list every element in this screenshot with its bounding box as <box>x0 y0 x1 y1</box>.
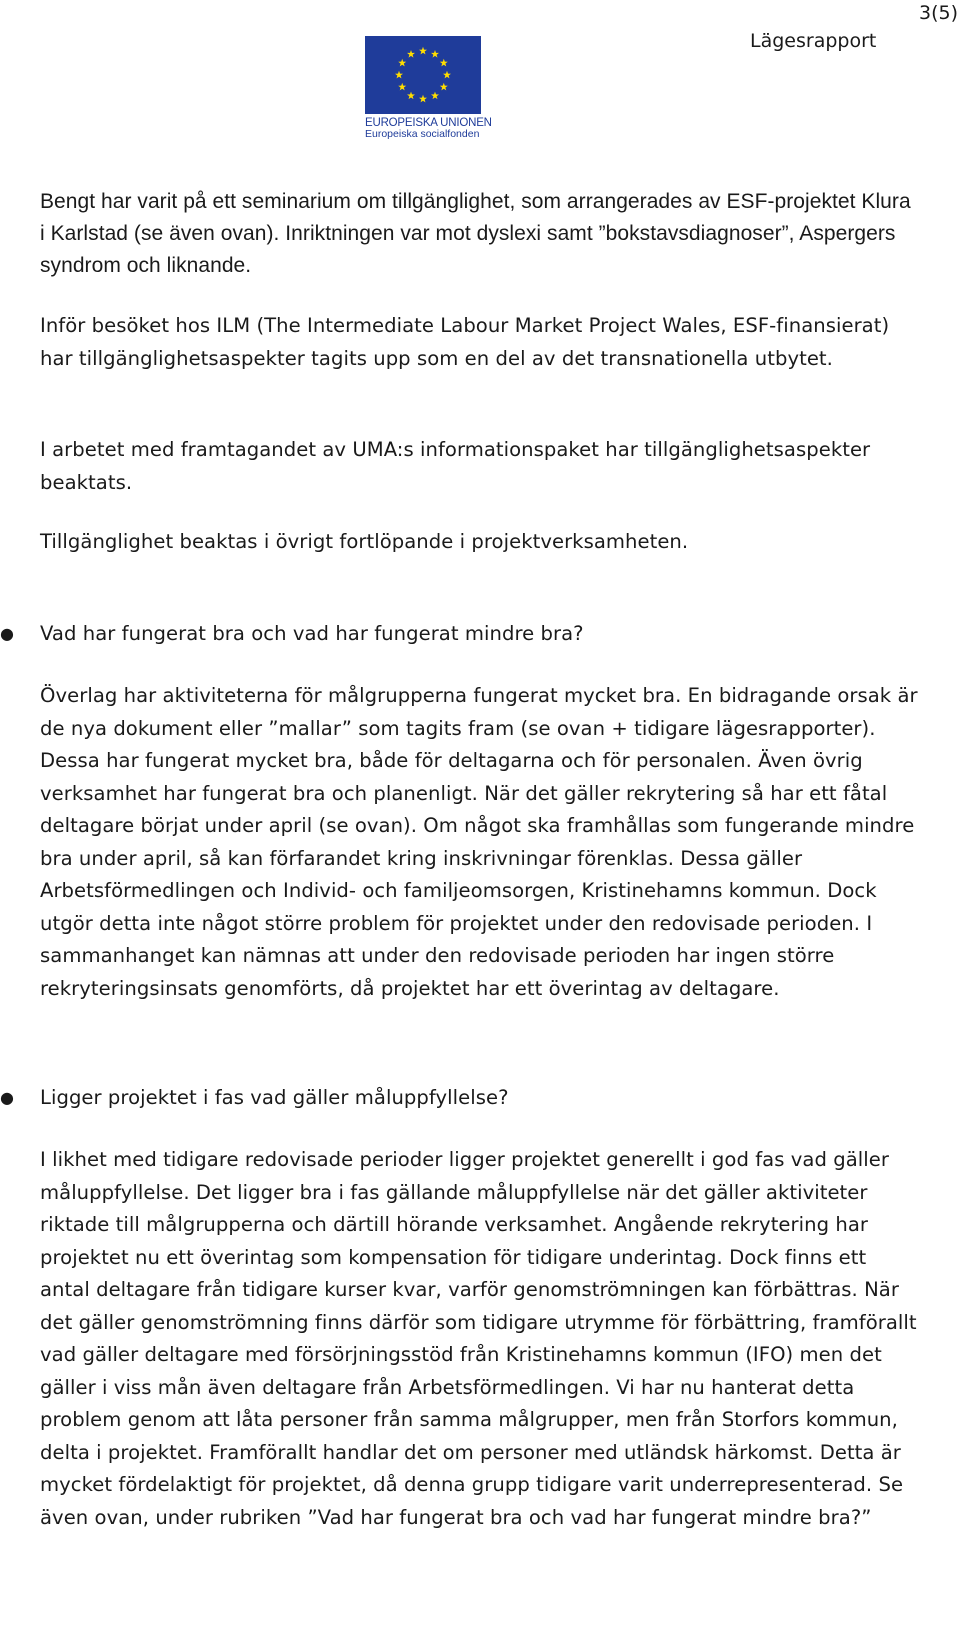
bullet-icon: ● <box>0 1088 15 1107</box>
eu-flag-icon <box>365 36 481 114</box>
logo-text-union: EUROPEISKA UNIONEN <box>365 117 492 129</box>
paragraph-goal-fulfilment: I likhet med tidigare redovisade perioder ligger projektet generellt i god fas vad gäller måluppfyllelse. Det ligger bra i fas gällande måluppfyllelse när det gäller aktiviteter riktade till målgrupperna och därtill hörande verksamhet. Angående rekrytering har projektet nu ett överintag som kompensation för tidigare underintag. Dock finns ett antal deltagare från tidigare kurser kvar, varför genomströmningen kan förbättras. När det gäller genomströmning finns därför som tidigare utrymme för förbättring, framförallt vad gäller deltagare med försörjningsstöd från Kristinehamns kommun (IFO) men det gäller i viss mån även deltagare från Arbetsförmedlingen. Vi har nu hanterat detta problem genom att låta personer från samma målgrupper, men från Storfors kommun, delta i projektet. Framförallt handlar det om personer med utländsk härkomst. Detta är mycket fördelaktigt för projektet, då denna grupp tidigare varit underrepresenterad. Se även ovan, under rubriken ”Vad har fungerat bra och vad har fungerat mindre bra?” <box>40 1148 917 1529</box>
logo-text-fund: Europeiska socialfonden <box>365 128 480 140</box>
paragraph-what-worked: Överlag har aktiviteterna för målgrupperna fungerat mycket bra. En bidragande orsak är de nya dokument eller ”mallar” som tagits fram (se ovan + tidigare lägesrapporter). Dessa har fungerat mycket bra, både för deltagarna och för personalen. Även övrig verksamhet har fungerat bra och planenligt. När det gäller rekrytering så har ett fåtal deltagare börjat under april (se ovan). Om något ska framhållas som fungerande mindre bra under april, så kan förfarandet kring inskrivningar förenklas. Dessa gäller Arbetsförmedlingen och Individ- och familjeomsorgen, Kristinehamns kommun. Dock utgör detta inte något större problem för projektet under den redovisade perioden. I sammanhanget kan nämnas att under den redovisade perioden har ingen större rekryteringsinsats genomförts, då projektet har ett överintag av deltagare. <box>40 684 918 1000</box>
bullet-icon: ● <box>0 624 15 643</box>
eu-logo <box>365 36 492 140</box>
question-heading-goal-fulfilment: Ligger projektet i fas vad gäller måluppfyllelse? <box>40 1086 509 1109</box>
paragraph-seminar: Bengt har varit på ett seminarium om tillgänglighet, som arrangerades av ESF-projektet Klura i Karlstad (se även ovan). Inriktningen var mot dyslexi samt ”bokstavsdiagnoser”, Aspergers syndrom och liknande. <box>40 190 911 277</box>
paragraph-accessibility: Tillgänglighet beaktas i övrigt fortlöpande i projektverksamheten. <box>40 530 689 553</box>
paragraph-uma-info: I arbetet med framtagandet av UMA:s informationspaket har tillgänglighetsaspekter beaktats. <box>40 438 871 494</box>
question-heading-what-worked: Vad har fungerat bra och vad har fungerat mindre bra? <box>40 622 584 645</box>
document-title: Lägesrapport <box>750 30 877 52</box>
page-number: 3(5) <box>918 2 958 24</box>
paragraph-ilm-visit: Inför besöket hos ILM (The Intermediate Labour Market Project Wales, ESF-finansierat) har tillgänglighetsaspekter tagits upp som en del av det transnationella utbytet. <box>40 314 890 370</box>
